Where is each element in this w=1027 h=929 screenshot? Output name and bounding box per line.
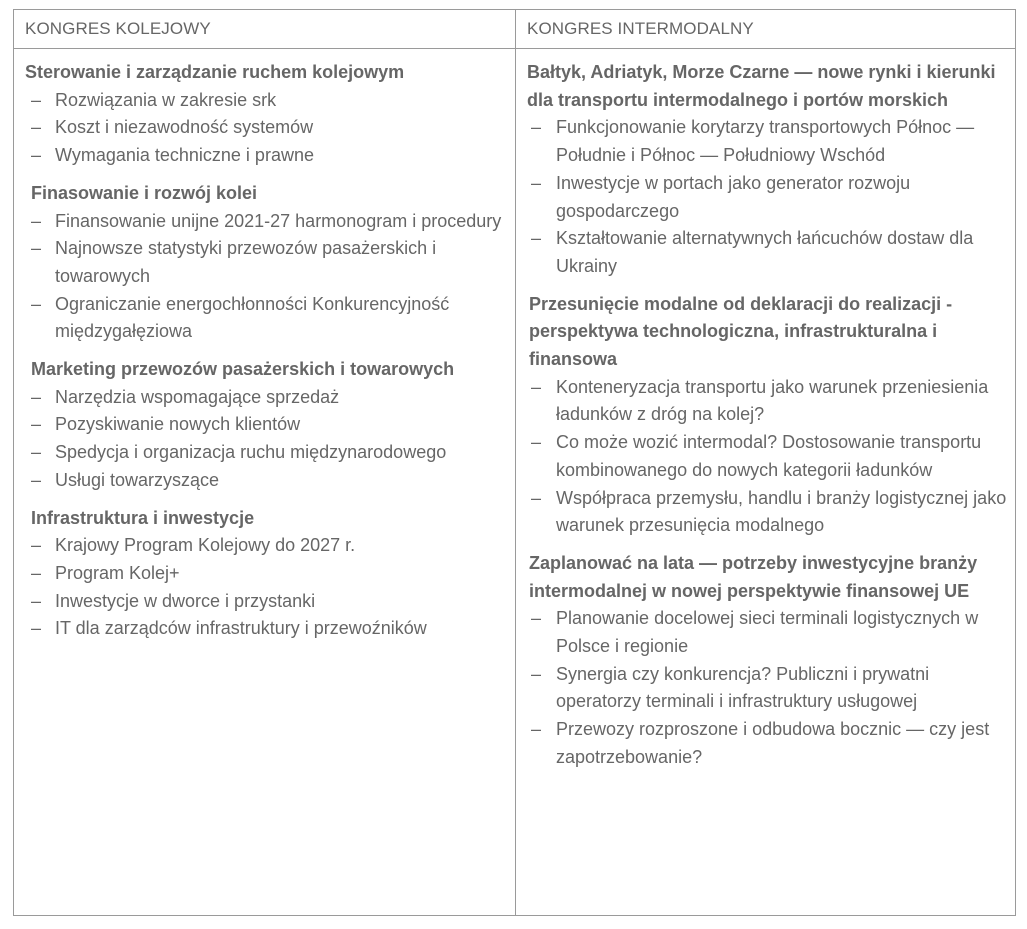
dash-bullet: – — [31, 469, 42, 490]
topic-item — [527, 170, 1007, 225]
topic-item — [25, 439, 505, 467]
topic-item — [25, 208, 505, 236]
topic-item — [527, 485, 1007, 540]
topic-item — [527, 114, 1007, 169]
dash-bullet: – — [31, 238, 42, 259]
topic-title: Infrastruktura i inwestycje — [31, 507, 255, 528]
dash-bullet: – — [31, 89, 42, 110]
column-divider — [515, 10, 516, 915]
topic-item — [25, 467, 505, 495]
topic-item-text: Inwestycje w portach jako generator rozwoju gospodarczego — [556, 172, 911, 221]
left-column — [25, 59, 505, 653]
topic-item-text: Koszt i niezawodność systemów — [55, 117, 314, 138]
topic-title: Zaplanować na lata — potrzeby inwestycyjne branży intermodalnej w nowej perspektywie finansowej UE — [529, 552, 978, 601]
topic-title: Marketing przewozów pasażerskich i towarowych — [31, 359, 455, 380]
topic-section — [527, 550, 1007, 772]
topic-title: Sterowanie i zarządzanie ruchem kolejowym — [25, 62, 405, 82]
dash-bullet: – — [31, 442, 42, 463]
topic-item-text: Współpraca przemysłu, handlu i branży logistycznej jako warunek przesunięcia modalnego — [556, 487, 1007, 536]
topic-item-text: Program Kolej+ — [55, 562, 180, 583]
topic-item — [527, 374, 1007, 429]
topic-title: Przesunięcie modalne od deklaracji do realizacji - perspektywa technologiczna, infrastrukturalna i finansowa — [529, 293, 953, 370]
topic-section — [25, 180, 505, 346]
topic-section — [25, 59, 505, 170]
topic-item-text: Ograniczanie energochłonności Konkurencyjność międzygałęziowa — [55, 293, 450, 342]
topic-item — [527, 429, 1007, 484]
header-divider — [14, 48, 1015, 49]
topic-item — [527, 605, 1007, 660]
topic-item — [25, 384, 505, 412]
topic-item — [25, 411, 505, 439]
topic-item-text: Najnowsze statystyki przewozów pasażerskich i towarowych — [55, 238, 437, 286]
dash-bullet: – — [531, 172, 542, 193]
topic-item-text: Co może wozić intermodal? Dostosowanie transportu kombinowanego do nowych kategorii ładunków — [556, 432, 982, 480]
topic-item — [25, 142, 505, 170]
topic-item-text: Pozyskiwanie nowych klientów — [55, 414, 301, 435]
topic-item — [25, 291, 505, 346]
topic-item-text: Usługi towarzyszące — [55, 469, 220, 490]
topic-item — [25, 114, 505, 142]
topic-item-text: Przewozy rozproszone i odbudowa bocznic — czy jest zapotrzebowanie? — [556, 719, 990, 767]
topic-item — [25, 615, 505, 643]
dash-bullet: – — [31, 210, 42, 231]
dash-bullet: – — [31, 145, 42, 166]
dash-bullet: – — [531, 663, 542, 684]
topic-item-text: Konteneryzacja transportu jako warunek przeniesienia ładunków z dróg na kolej? — [556, 376, 989, 425]
topic-item — [25, 532, 505, 560]
topic-section — [527, 59, 1007, 281]
topic-item-text: Rozwiązania w zakresie srk — [55, 89, 277, 110]
topic-section — [25, 505, 505, 644]
topic-item — [25, 560, 505, 588]
dash-bullet: – — [31, 618, 42, 639]
topic-item-text: Inwestycje w dworce i przystanki — [55, 590, 316, 611]
topic-item — [25, 588, 505, 616]
topic-item-text: Kształtowanie alternatywnych łańcuchów dostaw dla Ukrainy — [556, 228, 974, 276]
right-column-header: KONGRES INTERMODALNY — [527, 19, 754, 38]
dash-bullet: – — [531, 719, 542, 740]
dash-bullet: – — [31, 293, 42, 314]
dash-bullet: – — [31, 562, 42, 583]
dash-bullet: – — [531, 432, 542, 453]
topic-item-text: Planowanie docelowej sieci terminali logistycznych w Polsce i regionie — [556, 608, 979, 657]
left-column-header: KONGRES KOLEJOWY — [25, 19, 211, 38]
topic-item — [25, 87, 505, 115]
program-table — [13, 9, 1016, 916]
topic-item — [527, 225, 1007, 280]
topic-title: Bałtyk, Adriatyk, Morze Czarne — nowe rynki i kierunki dla transportu intermodalnego i portów morskich — [527, 62, 996, 110]
topic-item-text: Narzędzia wspomagające sprzedaż — [55, 386, 340, 407]
topic-item-text: Funkcjonowanie korytarzy transportowych Północ — Południe i Północ — Południowy Wschód — [556, 117, 975, 166]
topic-item-text: Synergia czy konkurencja? Publiczni i prywatni operatorzy terminali i infrastruktury usługowej — [556, 663, 930, 712]
topic-item — [25, 235, 505, 290]
dash-bullet: – — [531, 608, 542, 629]
topic-item-text: IT dla zarządców infrastruktury i przewoźników — [55, 618, 427, 639]
dash-bullet: – — [531, 117, 542, 138]
dash-bullet: – — [531, 376, 542, 397]
topic-item-text: Finansowanie unijne 2021-27 harmonogram i procedury — [55, 210, 502, 231]
topic-section — [527, 291, 1007, 540]
topic-section — [25, 356, 505, 495]
topic-item — [527, 661, 1007, 716]
topic-item-text: Spedycja i organizacja ruchu międzynarodowego — [55, 442, 447, 463]
topic-item — [527, 716, 1007, 771]
topic-item-text: Wymagania techniczne i prawne — [55, 145, 314, 166]
dash-bullet: – — [31, 590, 42, 611]
topic-item-text: Krajowy Program Kolejowy do 2027 r. — [55, 535, 356, 556]
dash-bullet: – — [531, 228, 542, 249]
right-column — [527, 59, 1007, 782]
dash-bullet: – — [31, 117, 42, 138]
dash-bullet: – — [31, 414, 42, 435]
topic-title: Finasowanie i rozwój kolei — [31, 182, 258, 203]
dash-bullet: – — [31, 535, 42, 556]
dash-bullet: – — [531, 487, 542, 508]
dash-bullet: – — [31, 386, 42, 407]
